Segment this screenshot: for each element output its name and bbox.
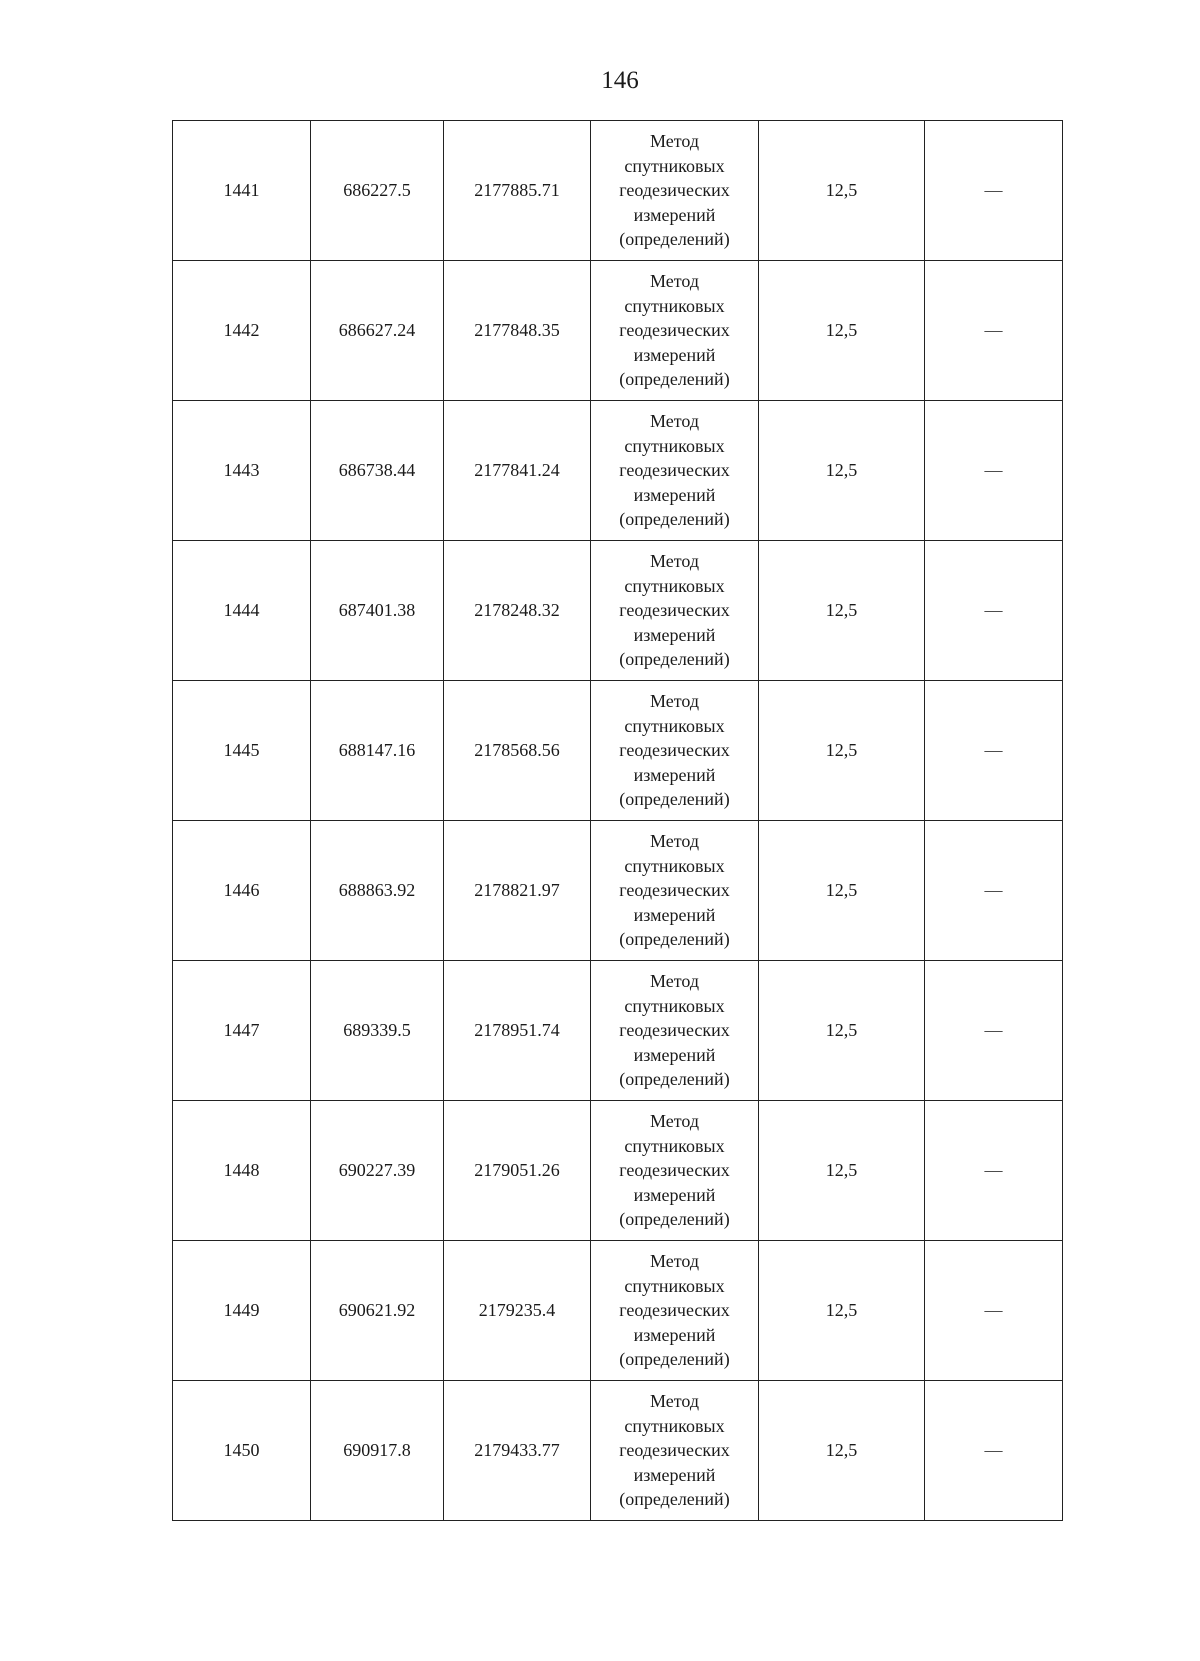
method-cell: [591, 961, 759, 1101]
accuracy-cell: 12,5: [759, 1381, 925, 1521]
table-row: [173, 681, 1063, 821]
method-line: Метод: [649, 131, 700, 152]
method-line: Метод: [649, 551, 700, 572]
accuracy-cell: 12,5: [759, 681, 925, 821]
note-cell: —: [925, 1101, 1063, 1241]
method-line: спутниковых: [624, 435, 725, 456]
point-number-cell: 1450: [173, 1381, 311, 1521]
method-cell: [591, 681, 759, 821]
page-number: 146: [601, 67, 639, 94]
point-number-cell: 1442: [173, 261, 311, 401]
method-line: (определений): [619, 1209, 730, 1230]
method-line: геодезических: [619, 1020, 730, 1041]
method-line: измерений: [633, 204, 716, 225]
accuracy-cell: 12,5: [759, 961, 925, 1101]
method-line: спутниковых: [624, 715, 725, 736]
x-coordinate-cell: 689339.5: [311, 961, 444, 1101]
method-line: геодезических: [619, 460, 730, 481]
method-line: геодезических: [619, 600, 730, 621]
x-coordinate-cell: 690621.92: [311, 1241, 444, 1381]
method-line: Метод: [649, 1391, 700, 1412]
method-line: (определений): [619, 229, 730, 250]
method-line: измерений: [633, 344, 716, 365]
accuracy-cell: 12,5: [759, 821, 925, 961]
method-line: измерений: [633, 904, 716, 925]
method-line: спутниковых: [624, 995, 725, 1016]
y-coordinate-cell: 2178568.56: [444, 681, 591, 821]
point-number-cell: 1448: [173, 1101, 311, 1241]
method-line: Метод: [649, 411, 700, 432]
method-line: (определений): [619, 649, 730, 670]
method-cell: [591, 121, 759, 261]
x-coordinate-cell: 687401.38: [311, 541, 444, 681]
method-line: спутниковых: [624, 155, 725, 176]
method-cell: [591, 821, 759, 961]
note-cell: —: [925, 261, 1063, 401]
table-body: [173, 121, 1063, 1521]
method-line: спутниковых: [624, 855, 725, 876]
table-row: [173, 1241, 1063, 1381]
accuracy-cell: 12,5: [759, 1101, 925, 1241]
method-line: геодезических: [619, 880, 730, 901]
coordinates-table: [172, 120, 1063, 1521]
method-line: измерений: [633, 1464, 716, 1485]
method-line: измерений: [633, 1324, 716, 1345]
point-number-cell: 1447: [173, 961, 311, 1101]
method-line: геодезических: [619, 1440, 730, 1461]
method-cell: [591, 1241, 759, 1381]
method-line: геодезических: [619, 740, 730, 761]
table-row: [173, 961, 1063, 1101]
x-coordinate-cell: 686627.24: [311, 261, 444, 401]
point-number-cell: 1445: [173, 681, 311, 821]
method-line: Метод: [649, 691, 700, 712]
y-coordinate-cell: 2178951.74: [444, 961, 591, 1101]
x-coordinate-cell: 686227.5: [311, 121, 444, 261]
method-cell: [591, 1101, 759, 1241]
note-cell: —: [925, 1381, 1063, 1521]
method-line: (определений): [619, 789, 730, 810]
note-cell: —: [925, 821, 1063, 961]
y-coordinate-cell: 2178821.97: [444, 821, 591, 961]
y-coordinate-cell: 2179051.26: [444, 1101, 591, 1241]
y-coordinate-cell: 2177841.24: [444, 401, 591, 541]
y-coordinate-cell: 2177885.71: [444, 121, 591, 261]
point-number-cell: 1449: [173, 1241, 311, 1381]
point-number-cell: 1441: [173, 121, 311, 261]
method-line: измерений: [633, 764, 716, 785]
method-line: геодезических: [619, 1160, 730, 1181]
method-line: спутниковых: [624, 575, 725, 596]
method-line: (определений): [619, 1349, 730, 1370]
method-line: спутниковых: [624, 295, 725, 316]
x-coordinate-cell: 690227.39: [311, 1101, 444, 1241]
y-coordinate-cell: 2179235.4: [444, 1241, 591, 1381]
accuracy-cell: 12,5: [759, 1241, 925, 1381]
x-coordinate-cell: 686738.44: [311, 401, 444, 541]
point-number-cell: 1443: [173, 401, 311, 541]
table-row: [173, 401, 1063, 541]
method-line: Метод: [649, 271, 700, 292]
table-row: [173, 1381, 1063, 1521]
method-line: геодезических: [619, 320, 730, 341]
note-cell: —: [925, 681, 1063, 821]
accuracy-cell: 12,5: [759, 541, 925, 681]
method-line: (определений): [619, 369, 730, 390]
table-row: [173, 121, 1063, 261]
accuracy-cell: 12,5: [759, 401, 925, 541]
method-line: спутниковых: [624, 1135, 725, 1156]
table-row: [173, 1101, 1063, 1241]
note-cell: —: [925, 121, 1063, 261]
method-line: измерений: [633, 1184, 716, 1205]
method-cell: [591, 541, 759, 681]
note-cell: —: [925, 541, 1063, 681]
note-cell: —: [925, 1241, 1063, 1381]
method-line: Метод: [649, 831, 700, 852]
method-line: измерений: [633, 1044, 716, 1065]
method-line: измерений: [633, 624, 716, 645]
x-coordinate-cell: 688147.16: [311, 681, 444, 821]
method-line: (определений): [619, 929, 730, 950]
y-coordinate-cell: 2179433.77: [444, 1381, 591, 1521]
table-row: [173, 821, 1063, 961]
y-coordinate-cell: 2178248.32: [444, 541, 591, 681]
x-coordinate-cell: 688863.92: [311, 821, 444, 961]
accuracy-cell: 12,5: [759, 261, 925, 401]
method-cell: [591, 261, 759, 401]
note-cell: —: [925, 401, 1063, 541]
method-line: (определений): [619, 509, 730, 530]
method-line: Метод: [649, 1251, 700, 1272]
method-line: геодезических: [619, 180, 730, 201]
note-cell: —: [925, 961, 1063, 1101]
point-number-cell: 1446: [173, 821, 311, 961]
y-coordinate-cell: 2177848.35: [444, 261, 591, 401]
method-line: Метод: [649, 1111, 700, 1132]
method-line: спутниковых: [624, 1415, 725, 1436]
table-row: [173, 541, 1063, 681]
method-line: Метод: [649, 971, 700, 992]
accuracy-cell: 12,5: [759, 121, 925, 261]
table-row: [173, 261, 1063, 401]
method-line: (определений): [619, 1489, 730, 1510]
method-cell: [591, 1381, 759, 1521]
method-line: (определений): [619, 1069, 730, 1090]
method-cell: [591, 401, 759, 541]
method-line: спутниковых: [624, 1275, 725, 1296]
point-number-cell: 1444: [173, 541, 311, 681]
x-coordinate-cell: 690917.8: [311, 1381, 444, 1521]
method-line: измерений: [633, 484, 716, 505]
method-line: геодезических: [619, 1300, 730, 1321]
